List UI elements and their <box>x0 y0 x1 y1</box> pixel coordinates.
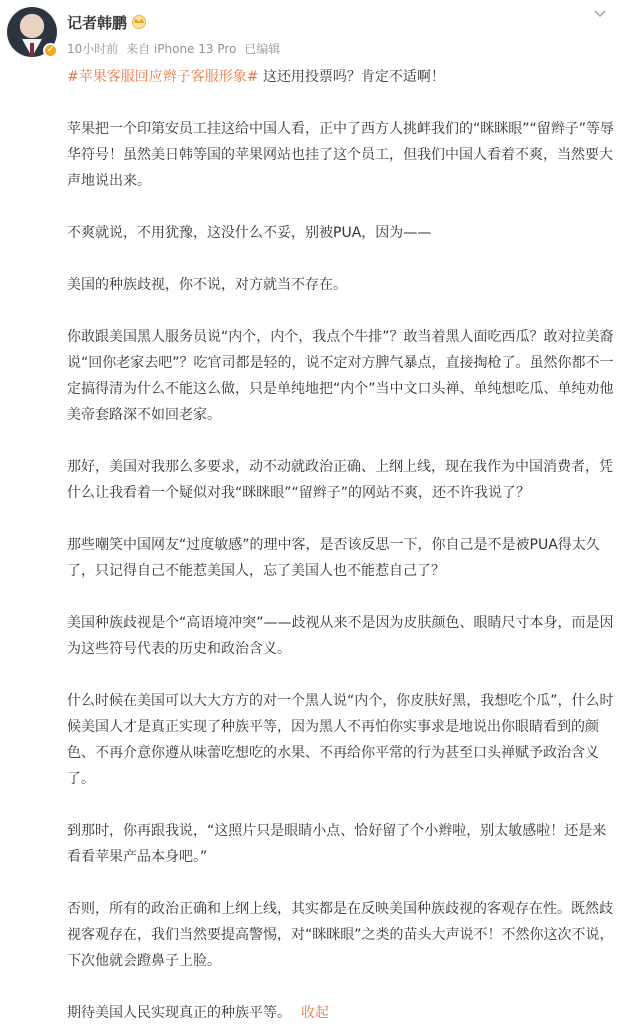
verified-badge-icon: ✓ <box>43 43 58 58</box>
post-content <box>67 64 615 1026</box>
paragraph: 否则，所有的政治正确和上纲上线，其实都是在反映美国种族歧视的客观存在性。既然歧视客观存在，我们当然要提高警惕，对“眯眯眼”之类的苗头大声说不！不然你这次不说，下次他就会蹬鼻子上脸。 <box>67 901 614 969</box>
paragraph: 那好，美国对我那么多要求，动不动就政治正确、上纲上线，现在我作为中国消费者，凭什么让我看着一个疑似对我“眯眯眼”“留辫子”的网站不爽，还不许我说了？ <box>67 459 613 501</box>
paragraph-text: 期待美国人民实现真正的种族平等。 <box>67 1005 291 1021</box>
post-header <box>0 0 625 62</box>
paragraph: 到那时，你再跟我说，“这照片只是眼睛小点、恰好留了个小辫啦，别太敏感啦！还是来看看苹果产品本身吧。” <box>67 823 607 865</box>
edited-label[interactable]: 已编辑 <box>244 42 281 56</box>
paragraph: 美国种族歧视是个“高语境冲突”——歧视从来不是因为皮肤颜色、眼睛尺寸本身，而是因为这些符号代表的历史和政治含义。 <box>67 615 614 657</box>
paragraph-text: 这还用投票吗？肯定不适啊！ <box>262 69 445 85</box>
crown-icon <box>130 13 148 29</box>
avatar-tie <box>30 43 34 57</box>
paragraph: 不爽就说，不用犹豫，这没什么不妥，别被PUA，因为—— <box>67 225 432 241</box>
post-time[interactable]: 10小时前 <box>67 42 119 56</box>
paragraph: 什么时候在美国可以大大方方的对一个黑人说“内个，你皮肤好黑，我想吃个瓜”，什么时候美国人才是真正实现了种族平等，因为黑人不再怕你实事求是地说出你眼睛看到的颜色、不再介意你遵从味蕾吃想吃的水果、不再给你平常的行为甚至口头禅赋予政治含义了。 <box>67 693 614 787</box>
author-name[interactable]: 记者韩鹏 <box>67 14 128 32</box>
paragraph-last <box>67 1000 615 1026</box>
paragraph-intro <box>67 64 615 90</box>
hashtag-link[interactable]: #苹果客服回应辫子客服形象# <box>67 69 259 85</box>
paragraph: 那些嘲笑中国网友“过度敏感”的理中客，是否该反思一下，你自己是不是被PUA得太久了，只记得自己不能惹美国人，忘了美国人也不能惹自己了？ <box>67 537 600 579</box>
post-meta <box>67 40 284 57</box>
paragraph: 苹果把一个印第安员工挂这给中国人看，正中了西方人挑衅我们的“眯眯眼”“留辫子”等辱华符号！虽然美日韩等国的苹果网站也挂了这个员工，但我们中国人看着不爽，当然要大声地说出来。 <box>67 121 615 189</box>
paragraph: 你敢跟美国黑人服务员说“内个，内个，我点个牛排”？敢当着黑人面吃西瓜？敢对拉美裔说“回你老家去吧”？吃官司都是轻的，说不定对方脾气暴点，直接掏枪了。虽然你都不一定搞得清为什么不能这么做，只是单纯地把“内个”当中文口头禅、单纯想吃瓜、单纯劝他美帝套路深不如回老家。 <box>67 329 614 423</box>
post-source: 来自 iPhone 13 Pro <box>126 42 237 56</box>
chevron-down-icon[interactable] <box>593 6 607 20</box>
paragraph: 美国的种族歧视，你不说，对方就当不存在。 <box>67 277 347 293</box>
collapse-link[interactable]: 收起 <box>301 1005 329 1021</box>
